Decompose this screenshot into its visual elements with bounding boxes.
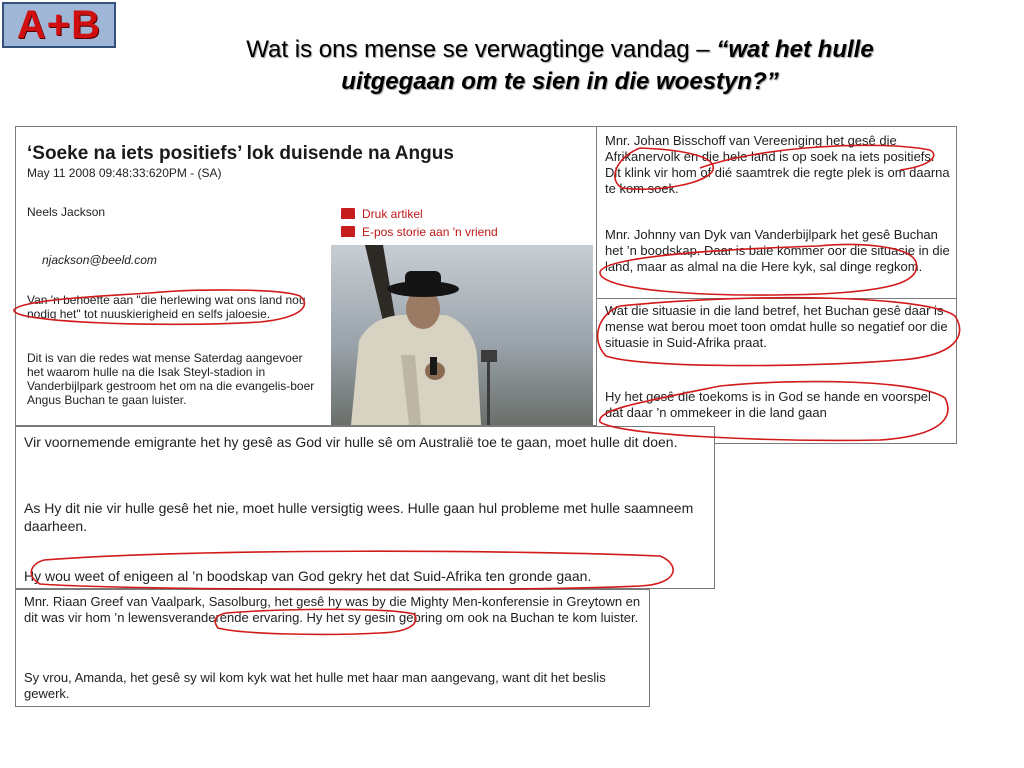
article-email[interactable]: njackson@beeld.com xyxy=(42,253,157,267)
slide-title xyxy=(170,34,950,98)
printer-icon xyxy=(341,208,355,219)
logo-text: A+B xyxy=(16,3,102,47)
preacher-photo xyxy=(331,245,593,425)
right-paragraph-4: Hy het gesê die toekoms is in God se hande en voorspel dat daar ’n ommekeer in die land gaan xyxy=(605,389,931,420)
article-author: Neels Jackson xyxy=(27,205,106,219)
bottom-paragraph-1: Mnr. Riaan Greef van Vaalpark, Sasolburg, het gesê hy was by die Mighty Men-konferensie in Greytown en dit was vir hom ’n lewensveranderende ervaring. Hy het sy gesin gebring om ook na Buchan te kom luister. xyxy=(24,594,641,625)
logo xyxy=(2,2,116,48)
print-article-label: Druk artikel xyxy=(362,207,423,221)
slide-title-plain: Wat is ons mense se verwagtinge vandag – xyxy=(246,36,717,63)
article-headline: ‘Soeke na iets positiefs’ lok duisende na Angus xyxy=(27,143,454,164)
quote-panel-right xyxy=(596,126,957,444)
quote-panel-bottom xyxy=(15,589,650,707)
print-article-link[interactable] xyxy=(341,207,423,221)
email-friend-link[interactable] xyxy=(341,225,498,239)
envelope-icon xyxy=(341,226,355,237)
right-paragraph-1: Mnr. Johan Bisschoff van Vereeniging het gesê die Afrikanervolk en die hele land is op soek na iets positiefs. Dit klink vir hom of dié saamtrek die regte plek is om daarna te kom soek. xyxy=(605,133,950,196)
article-clipping xyxy=(15,126,597,426)
article-dateline: May 11 2008 09:48:33:620PM - (SA) xyxy=(27,166,222,180)
right-paragraph-3: Wat die situasie in die land betref, het Buchan gesê daar is mense wat berou moet toon omdat hulle so negatief oor die situasie in Suid-Afrika praat. xyxy=(605,303,948,350)
article-paragraph-1: Van 'n behoefte aan "die herlewing wat ons land nou nodig het" tot nuuskierigheid en selfs jaloesie. xyxy=(27,293,306,321)
middle-paragraph-1: Vir voornemende emigrante het hy gesê as God vir hulle sê om Australië toe te gaan, moet hulle dit doen. xyxy=(24,434,678,450)
slide-title-emphasis-2: uitgegaan om te sien in die woestyn?” xyxy=(341,68,779,95)
right-paragraph-2: Mnr. Johnny van Dyk van Vanderbijlpark het gesê Buchan het ’n boodskap. Daar is baie kommer oor die situasie in die land, maar as almal na die Here kyk, sal dinge regkom. xyxy=(605,227,950,274)
middle-paragraph-3: Hy wou weet of enigeen al ’n boodskap van God gekry het dat Suid-Afrika ten gronde gaan. xyxy=(24,568,592,584)
bottom-paragraph-2: Sy vrou, Amanda, het gesê sy wil kom kyk wat het hulle met haar man aangevang, want dit het beslis gewerk. xyxy=(24,670,606,701)
slide-title-emphasis-1: “wat het hulle xyxy=(716,36,874,63)
article-paragraph-2: Dit is van die redes wat mense Saterdag aangevoer het waarom hulle na die Isak Steyl-stadion in Vanderbijlpark gestroom het om na die evangelis-boer Angus Buchan te gaan luister. xyxy=(27,351,315,407)
right-panel-divider xyxy=(597,298,956,299)
middle-paragraph-2: As Hy dit nie vir hulle gesê het nie, moet hulle versigtig wees. Hulle gaan hul probleme met hulle saamneem daarheen. xyxy=(24,500,694,534)
quote-panel-middle xyxy=(15,426,715,589)
email-friend-label: E-pos storie aan 'n vriend xyxy=(362,225,498,239)
